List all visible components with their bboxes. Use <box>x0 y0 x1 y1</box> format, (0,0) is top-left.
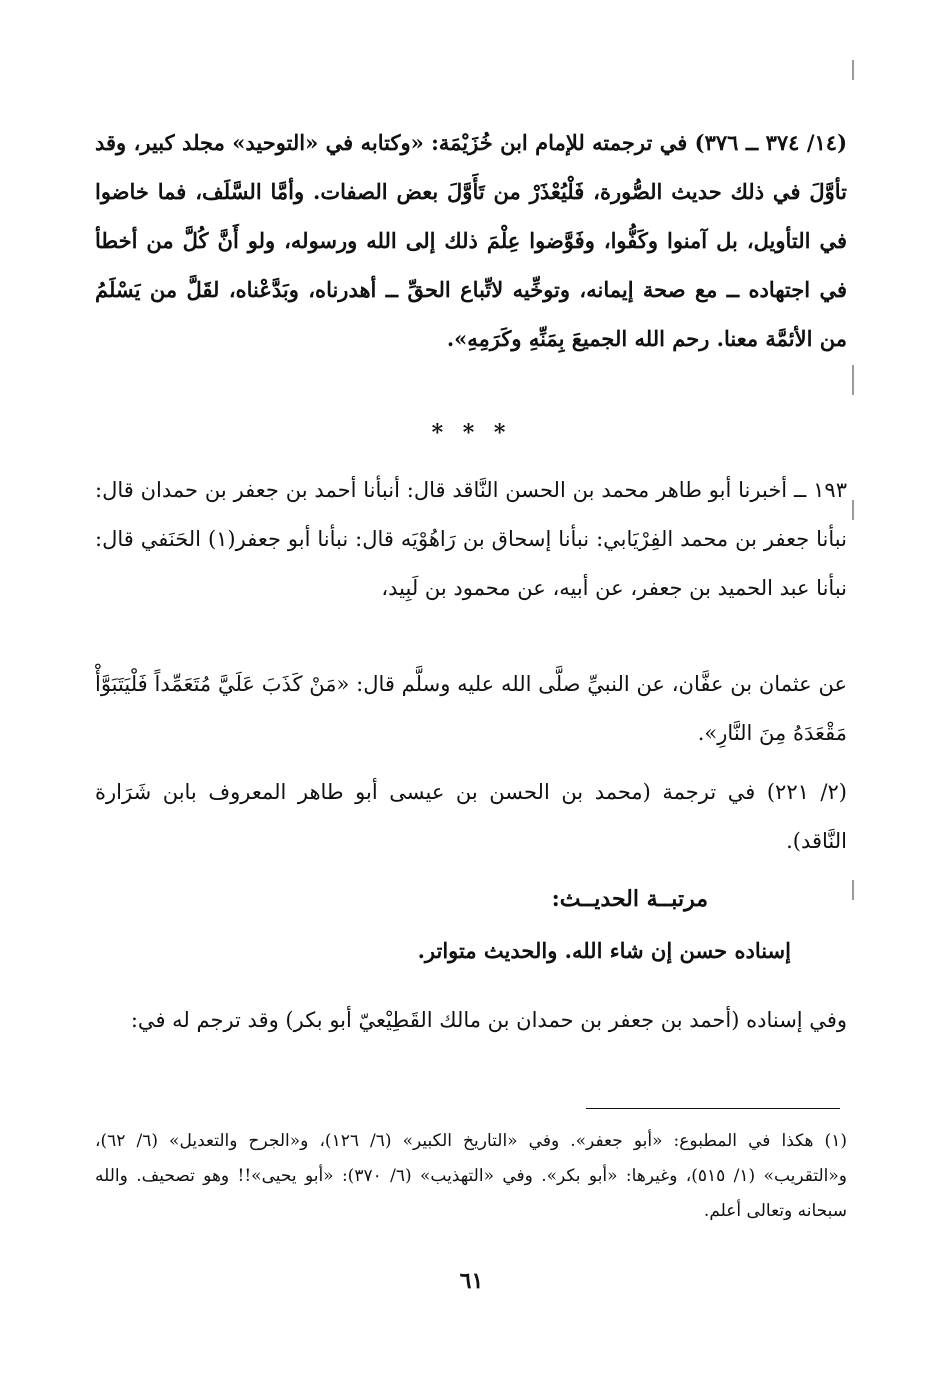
margin-mark <box>852 60 854 80</box>
footnote: (١) هكذا في المطبوع: «أبو جعفر». وفي «التاريخ الكبير» (٦/ ١٢٦)، و«الجرح والتعديل» (٦/ ٦٢)، و«التقريب» (١/ ٥١٥)، وغيرها: «أبو بكر». وفي «التهذيب» (٦/ ٣٧٠): «أبو يحيى»!! وهو تصحيف. والله سبحانه وتعالى أعلم. <box>95 1131 847 1221</box>
paragraph-dhahabi-quote: (١٤/ ٣٧٤ ــ ٣٧٦) في ترجمته للإمام ابن خُزَيْمَة: «وكتابه في «التوحيد» مجلد كبير، وقد تأوَّلَ في ذلك حديث الصُّورة، فَلْيُعْذَرْ من تَأَوَّلَ بعض الصفات. وأمَّا السَّلَف، فما خاضوا في التأويل، بل آمنوا وكَفُّوا، وفَوَّضوا عِلْمَ ذلك إلى الله ورسوله، ولو أَنَّ كُلَّ من أخطأ في اجتهاده ــ مع صحة إيمانه، وتوخِّيه لاتِّباع الحقِّ ــ أهدرناه، وبَدَّعْناه، لقَلَّ من يَسْلَمُ من الأئمَّة معنا. رحم الله الجميعَ بِمَنِّهِ وكَرَمِهِ». <box>95 130 847 351</box>
section-heading: مرتبــة الحديــث: <box>551 886 708 912</box>
margin-mark <box>852 880 854 900</box>
section-separator: * * * <box>431 420 512 446</box>
paragraph-isnad-note: وفي إسناده (أحمد بن جعفر بن حمدان بن مالك القَطِيْعيّ أبو بكر) وقد ترجم له في: <box>130 1008 847 1032</box>
paragraph-hadith-matn: عن عثمان بن عفَّان، عن النبيِّ صلَّى الله عليه وسلَّم قال: «مَنْ كَذَبَ عَلَيَّ مُتَعَمِّداً فَلْيَتَبَوَّأْ مَقْعَدَهُ مِنَ النَّارِ». <box>95 672 847 745</box>
page-number: ٦١ <box>459 1268 484 1294</box>
hadith-grade: إسناده حسن إن شاء الله. والحديث متواتر. <box>417 938 791 963</box>
margin-mark <box>852 500 854 520</box>
margin-mark <box>852 365 854 395</box>
paragraph-hadith-isnad: ١٩٣ ــ أخبرنا أبو طاهر محمد بن الحسن النَّاقد قال: أنبأنا أحمد بن جعفر بن حمدان قال: نبأنا جعفر بن محمد الفِرْيَابي: نبأنا إسحاق بن رَاهُوْيَه قال: نبأنا أبو جعفر(١) الحَنَفي قال: نبأنا عبد الحميد بن جعفر، عن أبيه، عن محمود بن لَبِيد، <box>95 478 847 600</box>
footnote-rule <box>586 1108 840 1109</box>
paragraph-reference: (٢/ ٢٢١) في ترجمة (محمد بن الحسن بن عيسى أبو طاهر المعروف بابن شَرَارة النَّاقد). <box>95 780 847 853</box>
